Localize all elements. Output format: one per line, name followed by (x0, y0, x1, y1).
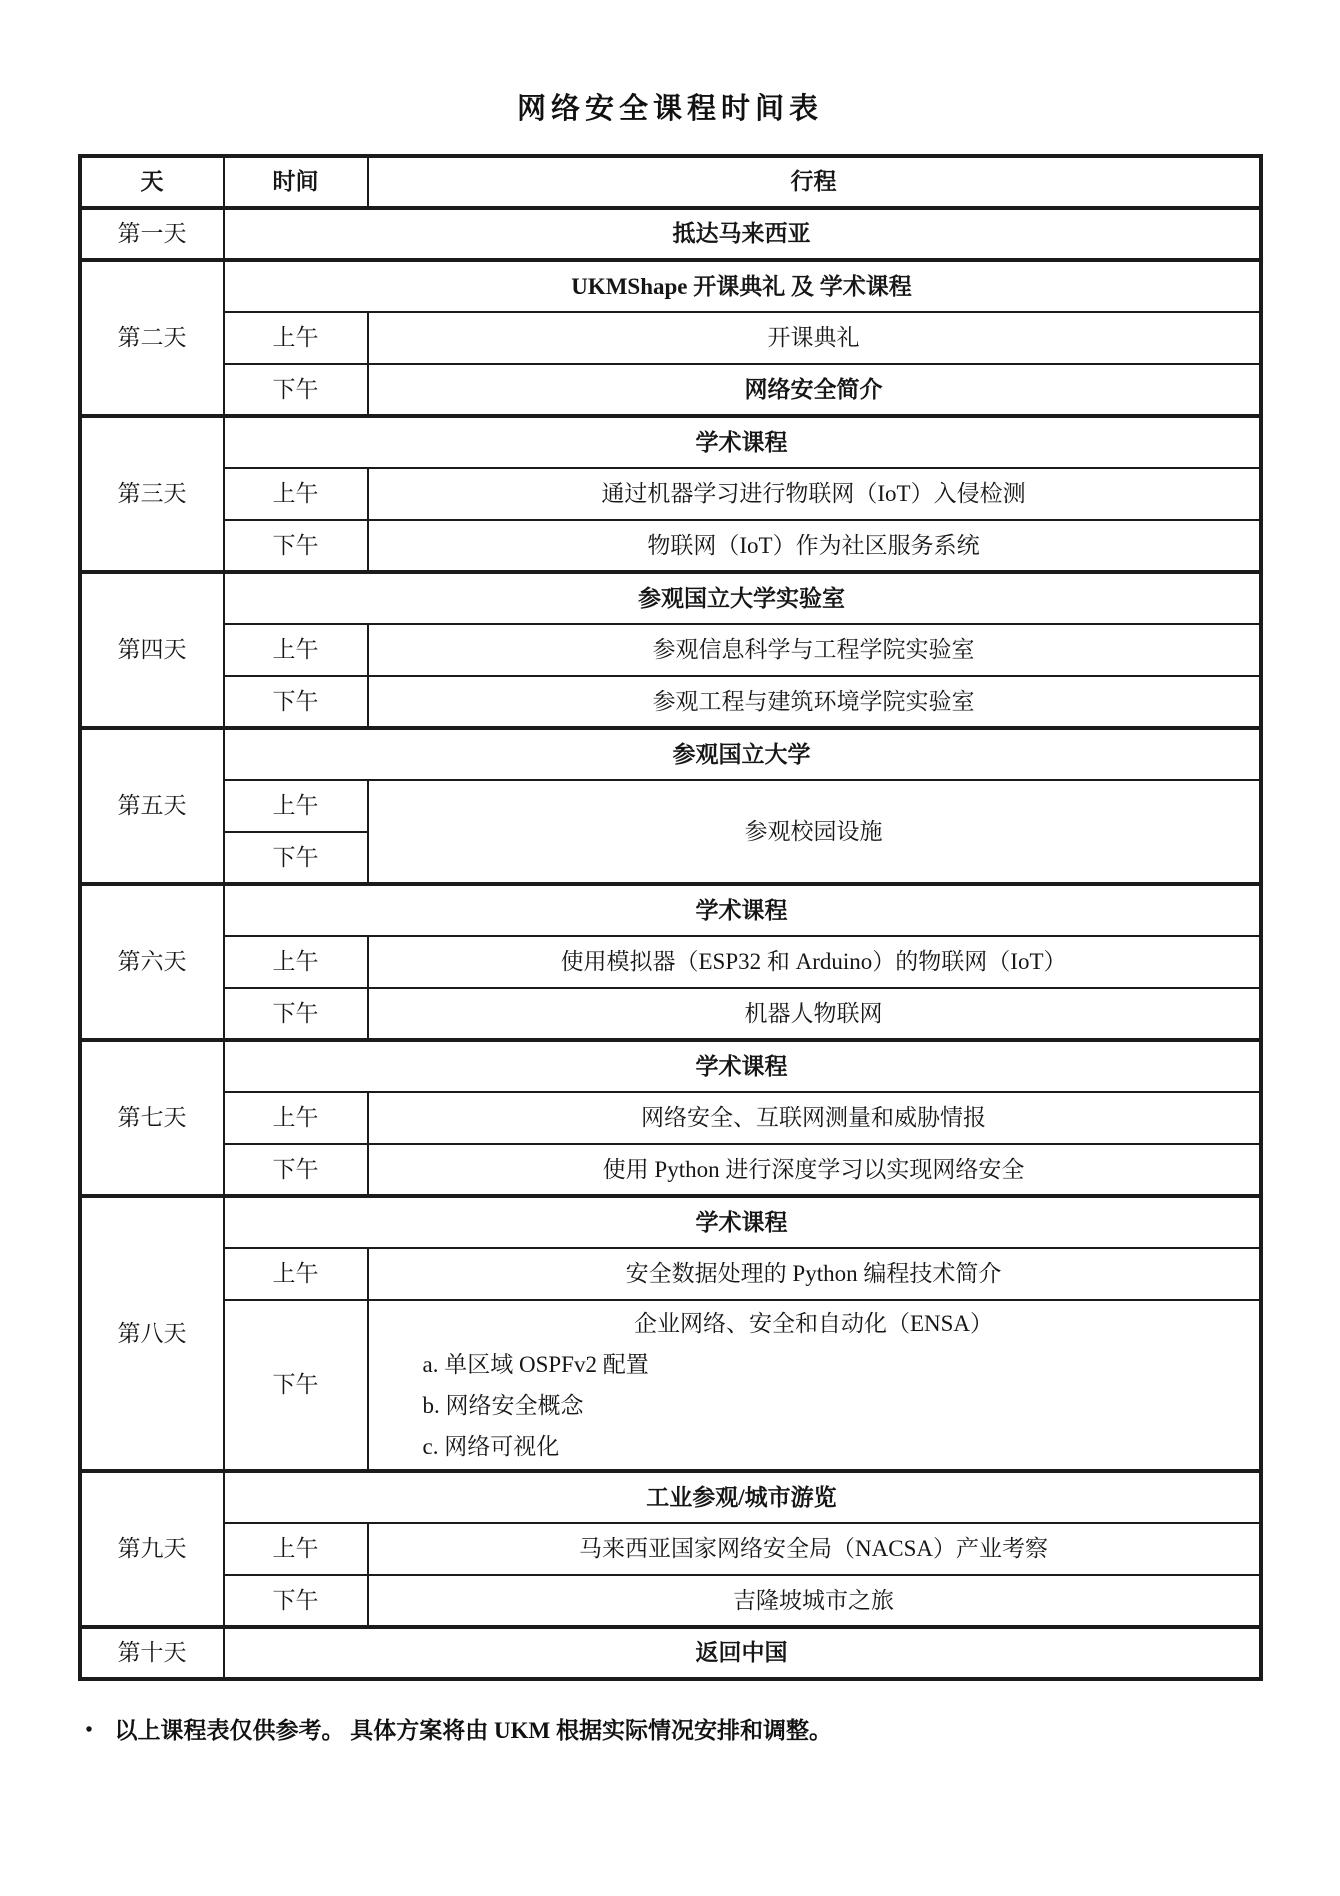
itinerary-cell: 网络安全简介 (368, 364, 1261, 416)
table-row-day6-am (80, 936, 1261, 988)
time-cell: 上午 (224, 780, 368, 832)
itinerary-cell: 马来西亚国家网络安全局（NACSA）产业考察 (368, 1523, 1261, 1575)
itinerary-cell: 使用模拟器（ESP32 和 Arduino）的物联网（IoT） (368, 936, 1261, 988)
bullet-icon: • (85, 1719, 93, 1741)
time-cell: 上午 (224, 936, 368, 988)
page-title: 网络安全课程时间表 (516, 93, 823, 125)
itinerary-cell: 抵达马来西亚 (224, 208, 1261, 260)
itinerary-cell-multiline (368, 1300, 1261, 1471)
day-label: 第九天 (80, 1471, 224, 1627)
itinerary-cell: 吉隆坡城市之旅 (368, 1575, 1261, 1627)
itinerary-cell: 返回中国 (224, 1627, 1261, 1679)
table-row-day3-pm (80, 520, 1261, 572)
day-label: 第八天 (80, 1196, 224, 1471)
table-row-day10 (80, 1627, 1261, 1679)
time-cell: 上午 (224, 468, 368, 520)
section-header-cell: 参观国立大学 (224, 728, 1261, 780)
itinerary-cell: 参观工程与建筑环境学院实验室 (368, 676, 1261, 728)
table-row-day7-am (80, 1092, 1261, 1144)
itinerary-cell: 物联网（IoT）作为社区服务系统 (368, 520, 1261, 572)
section-header-cell: 学术课程 (224, 1196, 1261, 1248)
table-row-day8-section (80, 1196, 1261, 1248)
section-header-cell: 参观国立大学实验室 (224, 572, 1261, 624)
time-cell: 上午 (224, 1523, 368, 1575)
table-row-day9-am (80, 1523, 1261, 1575)
itinerary-subitem-a: a. 单区域 OSPFv2 配置 (422, 1352, 649, 1377)
table-row-day2-section (80, 260, 1261, 312)
schedule-table (78, 154, 1263, 1681)
table-row-day3-section (80, 416, 1261, 468)
table-row-day2-pm (80, 364, 1261, 416)
table-row-day8-pm (80, 1300, 1261, 1471)
time-cell: 下午 (224, 1575, 368, 1627)
table-header-row (80, 156, 1261, 208)
time-cell: 下午 (224, 520, 368, 572)
table-row-day8-am (80, 1248, 1261, 1300)
footer-note (80, 1714, 1261, 1747)
table-row-day7-section (80, 1040, 1261, 1092)
itinerary-cell: 网络安全、互联网测量和威胁情报 (368, 1092, 1261, 1144)
itinerary-cell: 使用 Python 进行深度学习以实现网络安全 (368, 1144, 1261, 1196)
section-header-cell: UKMShape 开课典礼 及 学术课程 (224, 260, 1261, 312)
time-cell: 下午 (224, 1144, 368, 1196)
time-cell: 下午 (224, 1300, 368, 1471)
table-row-day9-pm (80, 1575, 1261, 1627)
table-row-day6-section (80, 884, 1261, 936)
itinerary-cell: 参观信息科学与工程学院实验室 (368, 624, 1261, 676)
itinerary-subitem-b: b. 网络安全概念 (422, 1393, 584, 1418)
header-day: 天 (80, 156, 224, 208)
time-cell: 下午 (224, 832, 368, 884)
time-cell: 上午 (224, 312, 368, 364)
footer-note-text: 以上课程表仅供参考。 具体方案将由 UKM 根据实际情况安排和调整。 (114, 1718, 832, 1743)
day-label: 第四天 (80, 572, 224, 728)
itinerary-cell: 开课典礼 (368, 312, 1261, 364)
table-row-day4-section (80, 572, 1261, 624)
time-cell: 上午 (224, 624, 368, 676)
table-row-day3-am (80, 468, 1261, 520)
section-header-cell: 学术课程 (224, 1040, 1261, 1092)
day-label: 第二天 (80, 260, 224, 416)
table-row-day7-pm (80, 1144, 1261, 1196)
header-time: 时间 (224, 156, 368, 208)
section-header-cell: 学术课程 (224, 416, 1261, 468)
table-row-day4-am (80, 624, 1261, 676)
table-row-day1 (80, 208, 1261, 260)
itinerary-cell: 机器人物联网 (368, 988, 1261, 1040)
itinerary-cell: 安全数据处理的 Python 编程技术简介 (368, 1248, 1261, 1300)
itinerary-cell: 通过机器学习进行物联网（IoT）入侵检测 (368, 468, 1261, 520)
section-header-cell: 学术课程 (224, 884, 1261, 936)
table-row-day2-am (80, 312, 1261, 364)
itinerary-cell-merged: 参观校园设施 (368, 780, 1261, 884)
section-header-cell: 工业参观/城市游览 (224, 1471, 1261, 1523)
table-row-day5-am (80, 780, 1261, 832)
time-cell: 上午 (224, 1248, 368, 1300)
time-cell: 下午 (224, 676, 368, 728)
table-row-day9-section (80, 1471, 1261, 1523)
time-cell: 下午 (224, 364, 368, 416)
time-cell: 上午 (224, 1092, 368, 1144)
table-row-day5-section (80, 728, 1261, 780)
table-row-day6-pm (80, 988, 1261, 1040)
table-row-day4-pm (80, 676, 1261, 728)
itinerary-course-title: 企业网络、安全和自动化（ENSA） (633, 1311, 994, 1336)
day-label: 第十天 (80, 1627, 224, 1679)
day-label: 第五天 (80, 728, 224, 884)
time-cell: 下午 (224, 988, 368, 1040)
header-itinerary: 行程 (368, 156, 1261, 208)
itinerary-subitem-c: c. 网络可视化 (422, 1434, 560, 1459)
day-label: 第三天 (80, 416, 224, 572)
day-label: 第七天 (80, 1040, 224, 1196)
day-label: 第六天 (80, 884, 224, 1040)
day-label: 第一天 (80, 208, 224, 260)
